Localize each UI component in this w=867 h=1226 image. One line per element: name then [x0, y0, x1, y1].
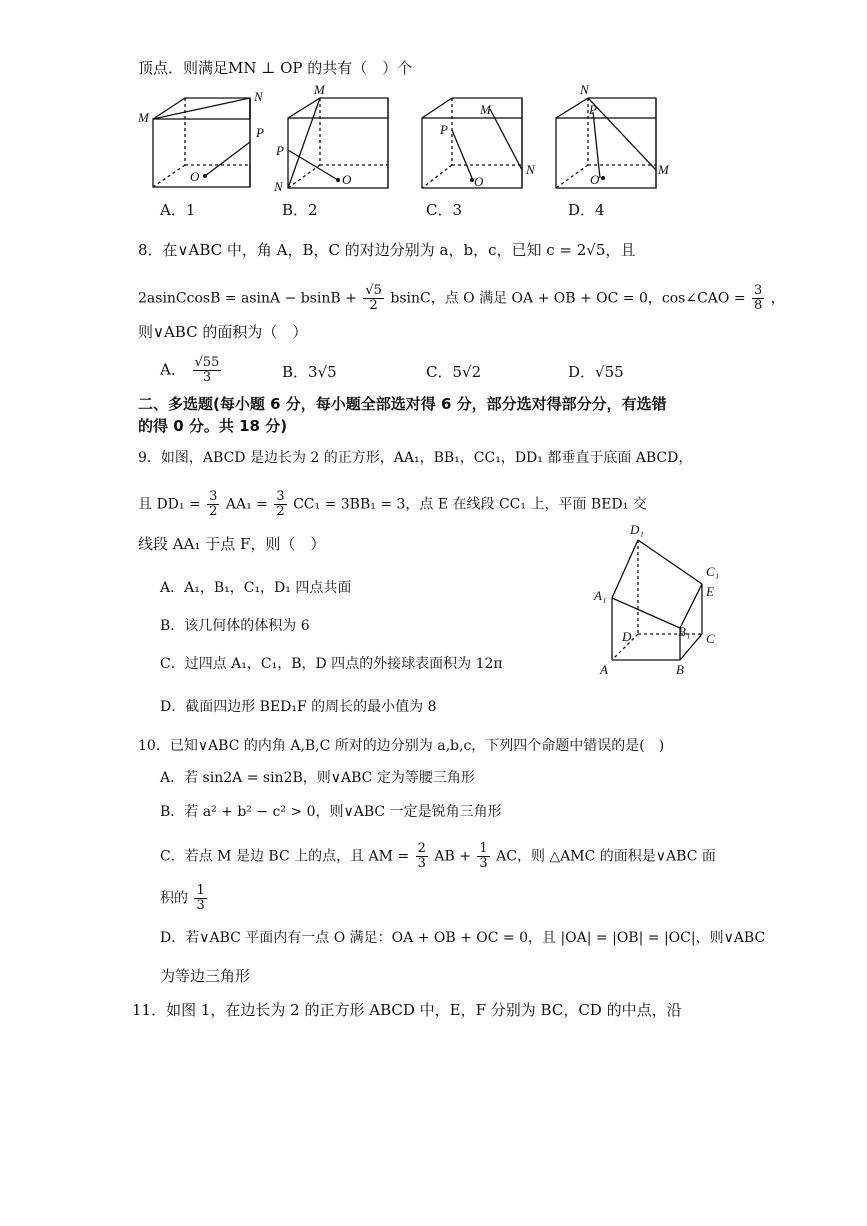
svg-text:M: M — [658, 162, 669, 177]
svg-text:P: P — [589, 102, 597, 117]
q8-fraction-2: $\frac{3}{8}$ — [754, 283, 763, 313]
q8-option-a: A． $\frac{√55}{3}$ — [160, 355, 220, 385]
q9-option-b: B．该几何体的体积为 6 — [160, 618, 310, 634]
q9-line2: 且 DD₁ = $\frac{3}{2}$ AA₁ = $\frac{3}{2}$ CC₁ = 3BB₁ = 3，点 E 在线段 CC₁ 上，平面 BED₁ 交 — [138, 489, 647, 519]
svg-text:O: O — [590, 172, 600, 187]
q9-line1: 9．如图，ABCD 是边长为 2 的正方形，AA₁，BB₁，CC₁，DD₁ 都垂直于底面 ABCD， — [138, 450, 693, 466]
svg-text:M: M — [138, 110, 149, 125]
svg-text:P: P — [276, 143, 284, 158]
q9-option-d: D．截面四边形 BED₁F 的周长的最小值为 8 — [160, 699, 437, 715]
svg-text:O: O — [474, 174, 484, 189]
svg-text:O: O — [190, 169, 200, 184]
q7-option-b: B．2 — [282, 201, 318, 219]
q10-option-d: D．若∨ABC 平面内有一点 O 满足：OA + OB + OC = 0，且 |OA| = |OB| = |OC|，则∨ABC — [160, 930, 766, 946]
q10-option-a: A．若 sin2A = sin2B，则∨ABC 定为等腰三角形 — [160, 770, 475, 786]
svg-text:N: N — [274, 179, 283, 194]
svg-text:E: E — [706, 584, 714, 599]
svg-text:M: M — [480, 102, 491, 117]
q9-option-a: A．A₁，B₁，C₁，D₁ 四点共面 — [160, 580, 352, 596]
svg-text:P: P — [440, 122, 448, 137]
svg-text:N: N — [580, 82, 589, 97]
svg-text:D: D — [622, 629, 632, 644]
svg-text:N: N — [254, 89, 263, 104]
q10-option-c: C．若点 M 是边 BC 上的点，且 AM = $\frac{2}{3}$ AB + $\frac{1}{3}$ AC，则 △AMC 的面积是∨ABC 面 — [160, 841, 716, 871]
section2-heading-line2: 的得 0 分。共 18 分) — [138, 417, 288, 435]
q8-option-c: C．5√2 — [426, 363, 482, 381]
q10-line1: 10．已知∨ABC 的内角 A,B,C 所对的边分别为 a,b,c，下列四个命题中错误的是( ) — [138, 738, 665, 754]
q8-option-b: B．3√5 — [282, 363, 337, 381]
q10-option-c-line2: 积的 $\frac{1}{3}$ — [160, 883, 205, 913]
svg-text:N: N — [526, 162, 535, 177]
q8-eq-part1: 2asinCcosB = asinA − bsinB + — [138, 290, 357, 307]
svg-text:A₁: A₁ — [594, 588, 607, 603]
q7-option-d: D．4 — [568, 201, 605, 219]
q7-tail: 顶点．则满足MN ⊥ OP 的共有（ ）个 — [138, 59, 413, 77]
svg-text:A: A — [600, 662, 608, 677]
section2-heading-line1: 二、多选题(每小题 6 分，每小题全部选对得 6 分，部分选对得部分分，有选错 — [138, 395, 667, 413]
q8-line1: 8．在∨ABC 中，角 A，B，C 的对边分别为 a，b，c，已知 c = 2√5，且 — [138, 241, 636, 259]
svg-text:M: M — [314, 82, 325, 97]
svg-text:D₁: D₁ — [630, 522, 644, 537]
svg-text:B: B — [676, 662, 684, 677]
q8-fraction-1: $\frac{√5}{2}$ — [365, 283, 382, 313]
svg-text:B₁: B₁ — [678, 624, 691, 639]
q8-line2: 2asinCcosB = asinA − bsinB + $\frac{√5}{2}$ bsinC，点 O 满足 OA + OB + OC = 0，cos∠CAO = $\frac{3}{8}$ ， — [138, 283, 785, 313]
q10-option-b: B．若 a² + b² − c² > 0，则∨ABC 一定是锐角三角形 — [160, 804, 502, 820]
q7-option-a: A．1 — [160, 201, 196, 219]
q10-option-d-line2: 为等边三角形 — [160, 967, 251, 985]
q11-line1: 11．如图 1，在边长为 2 的正方形 ABCD 中，E，F 分别为 BC，CD 的中点，沿 — [132, 1001, 682, 1019]
svg-text:C₁: C₁ — [706, 564, 720, 579]
q9-option-c: C．过四点 A₁，C₁，B，D 四点的外接球表面积为 12π — [160, 656, 503, 672]
svg-text:C: C — [706, 631, 715, 646]
q9-line3: 线段 AA₁ 于点 F，则（ ） — [138, 535, 326, 553]
svg-text:P: P — [256, 125, 264, 140]
svg-text:O: O — [342, 172, 352, 187]
q8-line3: 则∨ABC 的面积为（ ） — [138, 323, 308, 341]
q8-eq-part2: bsinC，点 O 满足 OA + OB + OC = 0，cos∠CAO = — [390, 290, 746, 307]
q7-option-c: C．3 — [426, 201, 463, 219]
q8-option-d: D．√55 — [568, 363, 624, 381]
